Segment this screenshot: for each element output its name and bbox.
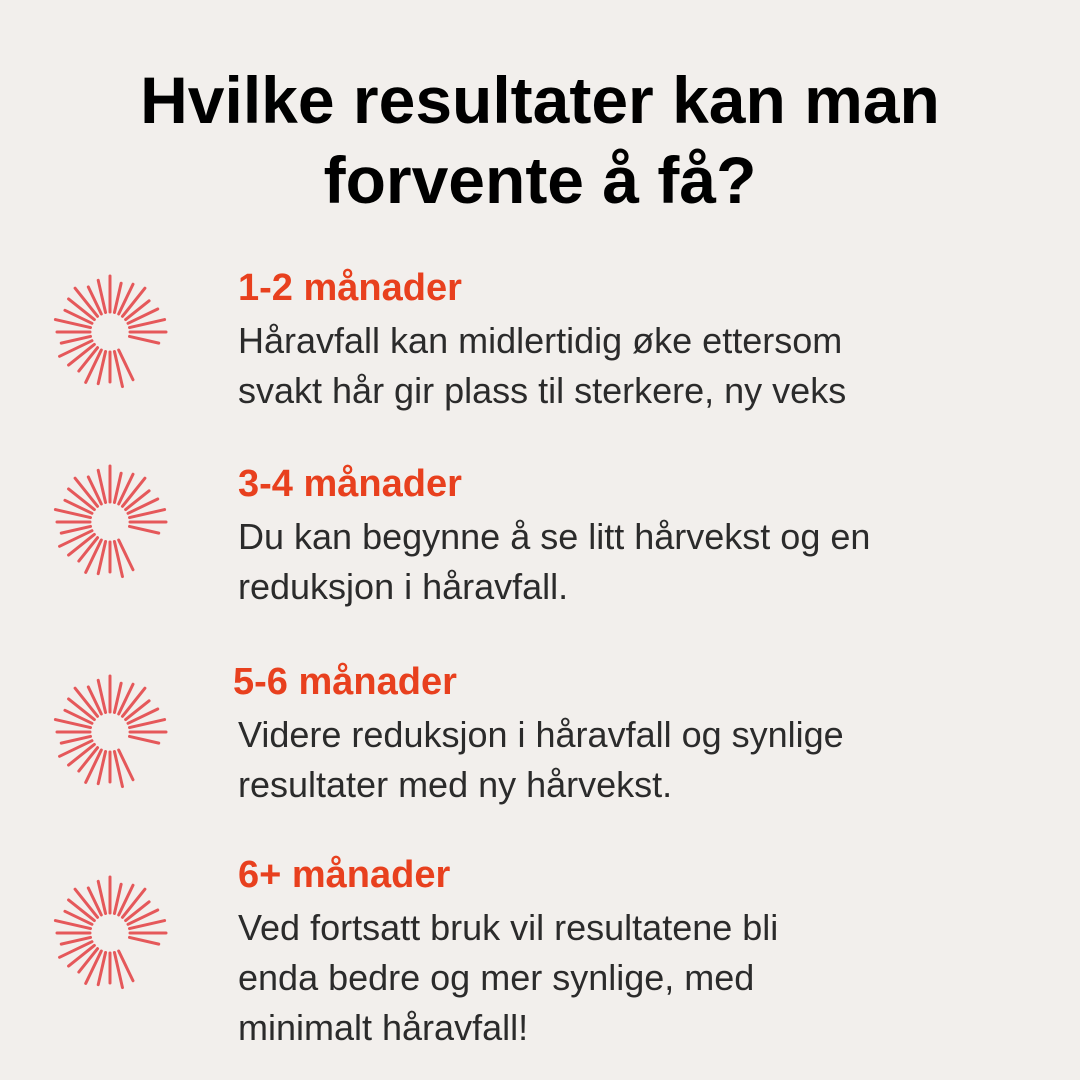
- title-line-2: forvente å få?: [323, 143, 757, 217]
- sunburst-ray: [130, 736, 159, 743]
- sunburst-ray: [130, 937, 159, 944]
- item-heading: 1-2 månader: [238, 267, 462, 309]
- item-description-line: reduksjon i håravfall.: [238, 566, 569, 607]
- title-line-1: Hvilke resultater kan man: [140, 63, 940, 137]
- sunburst-icon: [50, 462, 170, 582]
- item-heading: 5-6 månader: [233, 661, 457, 703]
- item-description-line: resultater med ny hårvekst.: [238, 764, 673, 805]
- item-heading: 6+ månader: [238, 854, 451, 896]
- item-description-line: Videre reduksjon i håravfall og synlige: [238, 714, 844, 755]
- item-description: [238, 316, 1058, 416]
- item-description: [238, 710, 1058, 810]
- item-description: [238, 903, 1058, 1053]
- item-heading: 3-4 månader: [238, 463, 462, 505]
- sunburst-icon: [50, 272, 170, 392]
- item-description-line: minimalt håravfall!: [238, 1007, 529, 1048]
- sunburst-icon: [50, 672, 170, 792]
- item-description: [238, 512, 1058, 612]
- page-title: [0, 60, 1080, 220]
- item-description-line: Håravfall kan midlertidig øke ettersom: [238, 320, 843, 361]
- item-description-line: Ved fortsatt bruk vil resultatene bli: [238, 907, 779, 948]
- item-description-line: Du kan begynne å se litt hårvekst og en: [238, 516, 871, 557]
- sunburst-icon: [50, 873, 170, 993]
- sunburst-ray: [130, 526, 159, 533]
- item-description-line: enda bedre og mer synlige, med: [238, 957, 755, 998]
- item-description-line: svakt hår gir plass til sterkere, ny veks: [238, 370, 847, 411]
- sunburst-ray: [130, 336, 159, 343]
